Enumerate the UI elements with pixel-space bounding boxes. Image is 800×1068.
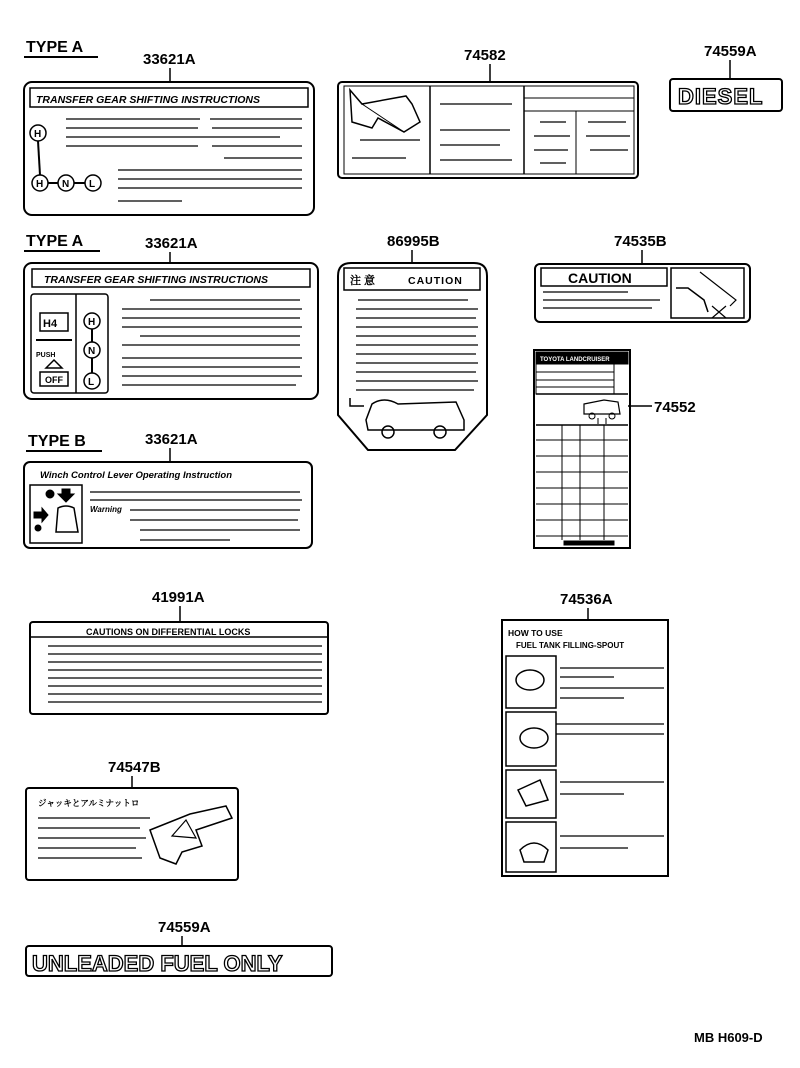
transfer-title-text: TRANSFER GEAR SHIFTING INSTRUCTIONS [36,94,261,106]
part-number-33621a-2: 33621A [145,235,198,252]
label-caution-74535b [535,264,750,322]
part-number-33621a: 33621A [143,51,196,68]
part-number-74552: 74552 [654,399,696,416]
h-symbol: H [88,317,96,328]
winch-title: Winch Control Lever Operating Instruction [40,470,233,481]
part-number-86995b: 86995B [387,233,440,250]
l-symbol: L [89,179,96,190]
part-number-74536a: 74536A [560,591,613,608]
n-symbol: N [62,179,70,190]
part-number-74559a-diesel: 74559A [704,43,757,60]
part-number-33621a-3: 33621A [145,431,198,448]
diesel-text: DIESEL [678,84,764,109]
diagram-code: MB H609-D [694,1030,763,1045]
label-diesel [670,79,782,111]
jack-jp-text: ジャッキとアルミナットロ [38,798,140,808]
off-box: OFF [45,375,63,385]
label-74582 [338,82,638,178]
n-symbol: N [88,346,96,357]
push-label: PUSH [36,352,56,359]
label-caution-86995b [338,263,487,450]
part-number-74547b: 74547B [108,759,161,776]
label-74552 [534,350,630,548]
fuel-title-text: FUEL TANK FILLING-SPOUT [516,641,625,650]
caution-kanji: 注 意 [350,275,376,287]
unleaded-text: UNLEADED FUEL ONLY [32,951,283,976]
label-74547b [26,788,238,880]
type-a-heading-1: TYPE A [26,39,84,56]
part-number-74559a-unleaded: 74559A [158,919,211,936]
part-number-74582: 74582 [464,47,506,64]
diff-locks-title: CAUTIONS ON DIFFERENTIAL LOCKS [86,627,251,637]
l-symbol: L [88,377,95,388]
part-number-74535b: 74535B [614,233,667,250]
label-transfer-shift-1 [24,82,314,215]
type-b-heading: TYPE B [28,433,86,450]
warning-word: Warning [90,505,122,514]
label-unleaded-fuel [26,946,332,976]
part-number-41991a: 41991A [152,589,205,606]
caution-text: CAUTION [408,275,463,287]
h4-box: H4 [43,318,58,330]
h-symbol: H [36,179,44,190]
h-symbol: H [34,129,42,140]
label-transfer-shift-2 [24,263,318,399]
land-cruiser-text: TOYOTA LANDCRUISER [540,357,610,363]
label-winch-control [24,462,312,548]
label-diff-locks [30,622,328,714]
transfer-title-text-2: TRANSFER GEAR SHIFTING INSTRUCTIONS [44,274,269,286]
caution-text-74535b: CAUTION [568,270,632,286]
label-fuel-spout [502,620,668,876]
fuel-how-to-text: HOW TO USE [508,628,563,638]
type-a-heading-2: TYPE A [26,233,84,250]
